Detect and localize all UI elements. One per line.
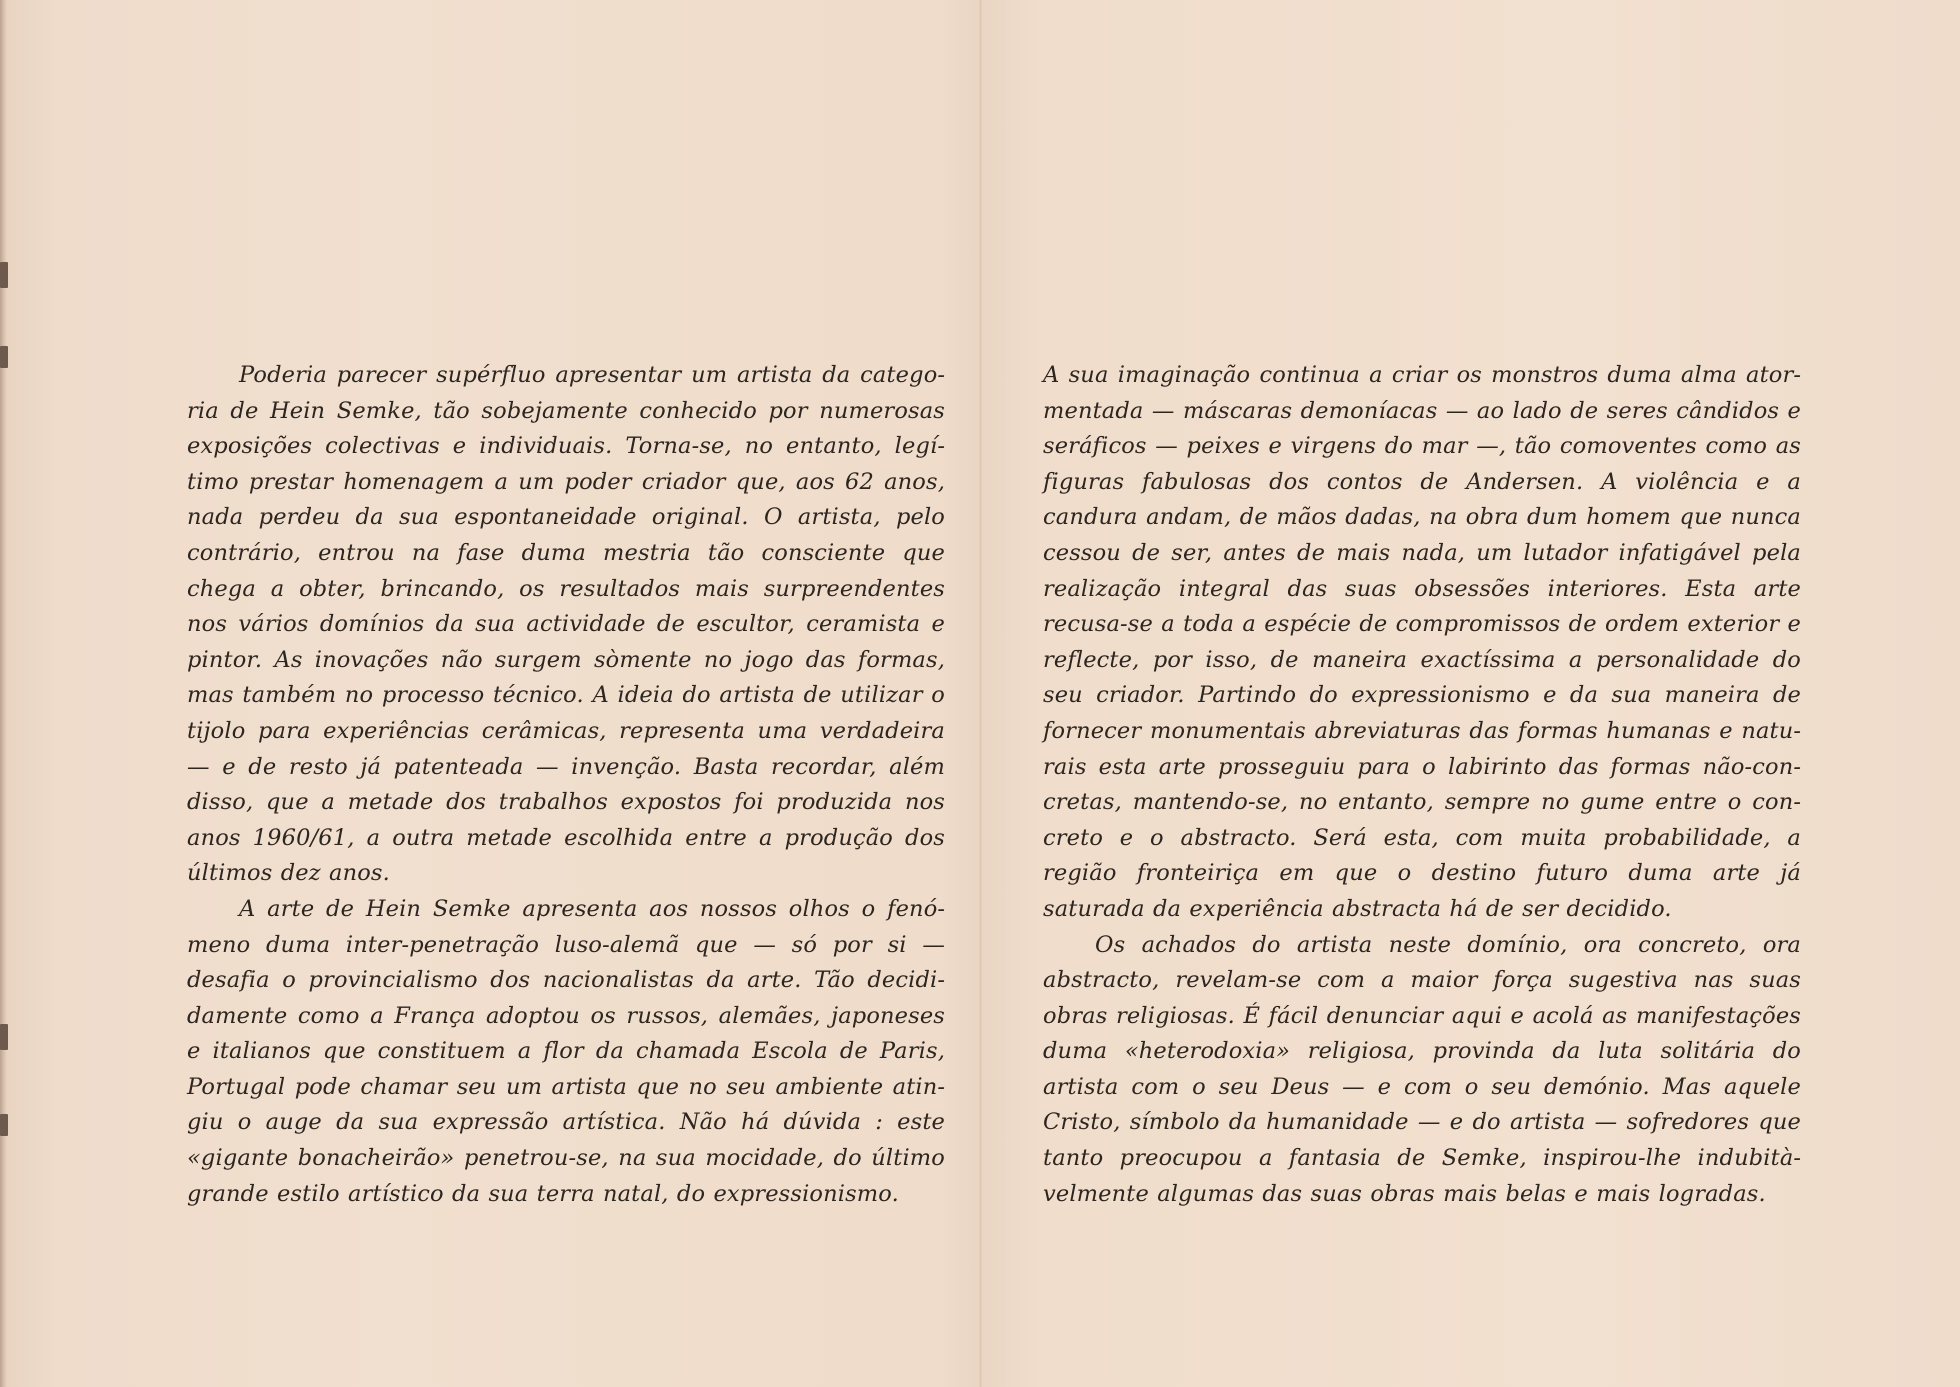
center-fold: [979, 0, 982, 1387]
page-edge: [0, 0, 7, 1387]
paragraph: Os achados do artista neste domínio, ora concreto, ora abstracto, revelam-se com a maior força sugestiva nas suas obras religiosas. É fácil denunciar aqui e acolá as manifestações duma «heterodoxia» religiosa, provinda da luta solitária do artista com o seu Deus — e com o seu demónio. Mas aquele Cristo, símbolo da humanidade — e do artista — sofredores que tanto preocupou a fantasia de Semke, inspirou-lhe indubitàvelmente algumas das suas obras mais belas e mais logradas.: [1043, 931, 1801, 1207]
paragraph: Poderia parecer supérfluo apresentar um artista da categoria de Hein Semke, tão sobejamente conhecido por numerosas exposições colectivas e individuais. Torna-se, no entanto, legítimo prestar homenagem a um poder criador que, aos 62 anos, nada perdeu da sua espontaneidade original. O artista, pelo contrário, entrou na fase duma mestria tão consciente que chega a obter, brincando, os resultados mais surpreendentes nos vários domínios da sua actividade de escultor, ceramista e pintor. As inovações não surgem sòmente no jogo das formas, mas também no processo técnico. A ideia do artista de utilizar o tijolo para experiências cerâmicas, representa uma verdadeira — e de resto já patenteada — invenção. Basta recordar, além disso, que a metade dos trabalhos expostos foi produzida nos anos 1960/61, a outra metade escolhida entre a produção dos últimos dez anos.: [187, 362, 945, 887]
staple-mark: [0, 1114, 8, 1136]
left-column: [187, 358, 945, 1212]
right-column: [1043, 358, 1801, 1212]
paragraph: A arte de Hein Semke apresenta aos nossos olhos o fenómeno duma inter-penetração luso-alemã que — só por si — desafia o provincialismo dos nacionalistas da arte. Tão decididamente como a França adoptou os russos, alemães, japoneses e italianos que constituem a flor da chamada Escola de Paris, Portugal pode chamar seu um artista que no seu ambiente atingiu o auge da sua expressão artística. Não há dúvida : este «gigante bonacheirão» penetrou-se, na sua mocidade, do último grande estilo artístico da sua terra natal, do expressionismo.: [187, 895, 945, 1207]
staple-mark: [0, 262, 8, 288]
staple-mark: [0, 1024, 8, 1050]
staple-mark: [0, 346, 8, 368]
paragraph: A sua imaginação continua a criar os monstros duma alma atormentada — máscaras demoníacas — ao lado de seres cândidos e seráficos — peixes e virgens do mar —, tão comoventes como as figuras fabulosas dos contos de Andersen. A violência e a candura andam, de mãos dadas, na obra dum homem que nunca cessou de ser, antes de mais nada, um lutador infatigável pela realização integral das suas obsessões interiores. Esta arte recusa-se a toda a espécie de compromissos de ordem exterior e reflecte, por isso, de maneira exactíssima a personalidade do seu criador. Partindo do expressionismo e da sua maneira de fornecer monumentais abreviaturas das formas humanas e naturais esta arte prosseguiu para o labirinto das formas não-concretas, mantendo-se, no entanto, sempre no gume entre o concreto e o abstracto. Será esta, com muita probabilidade, a região fronteiriça em que o destino futuro duma arte já saturada da experiência abstracta há de ser decidido.: [1043, 362, 1801, 922]
